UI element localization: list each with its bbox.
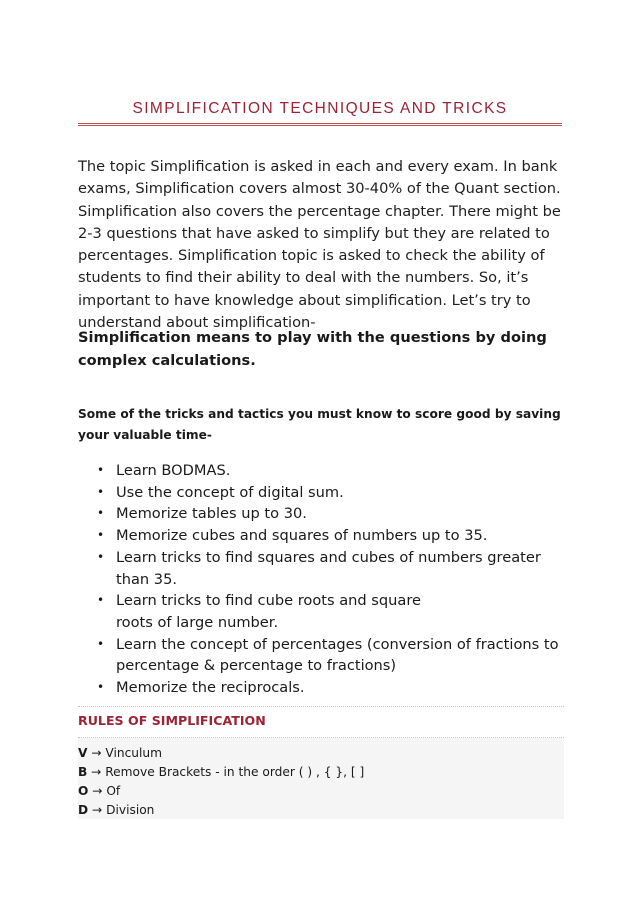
rule-letter: D (78, 803, 89, 817)
bullet-icon: • (97, 506, 105, 521)
list-item-text: Learn tricks to find squares and cubes of numbers greater than 35. (116, 548, 541, 588)
tricks-list (78, 460, 568, 699)
rule-text: Division (106, 803, 155, 817)
list-item-text: Memorize the reciprocals. (116, 679, 305, 697)
rules-section (78, 706, 564, 819)
rule-letter: O (78, 784, 89, 798)
rule-text: Vinculum (105, 746, 162, 760)
list-item-text: Memorize tables up to 30. (116, 505, 307, 523)
tricks-heading: Some of the tricks and tactics you must know to score good by saving your valuable time- (78, 407, 561, 442)
rule-row (78, 801, 154, 819)
bullet-icon: • (97, 593, 105, 608)
list-item-text: Learn the concept of percentages (conversion of fractions to percentage & percentage to fractions) (116, 635, 559, 675)
intro-bold-statement: Simplification means to play with the questions by doing complex calculations. (78, 329, 547, 369)
rule-row (78, 782, 120, 800)
arrow-icon: → (91, 765, 102, 779)
list-item (78, 634, 568, 677)
arrow-icon: → (92, 784, 103, 798)
bullet-icon: • (97, 636, 105, 651)
page-title: SIMPLIFICATION TECHNIQUES AND TRICKS (132, 100, 508, 117)
rules-heading: RULES OF SIMPLIFICATION (78, 713, 266, 728)
list-item (78, 482, 568, 504)
rules-body (78, 738, 564, 819)
list-item-text: Learn tricks to find cube roots and square roots of large number. (116, 592, 422, 631)
bullet-icon: • (97, 463, 105, 477)
rule-text: Of (106, 784, 121, 798)
list-item (78, 525, 568, 547)
list-item (78, 547, 568, 590)
bullet-icon: • (97, 528, 105, 543)
bullet-icon: • (97, 549, 105, 564)
list-item (78, 503, 568, 525)
list-item (78, 590, 568, 633)
title-underline (78, 123, 562, 126)
list-item-text: Memorize cubes and squares of numbers up to 35. (116, 527, 488, 545)
list-item (78, 460, 568, 482)
bullet-icon: • (97, 484, 105, 499)
list-item-text: Use the concept of digital sum. (116, 483, 344, 501)
list-item (78, 677, 568, 699)
bullet-icon: • (97, 680, 105, 695)
rule-row (78, 744, 162, 762)
arrow-icon: → (92, 803, 103, 817)
rule-text: Remove Brackets - in the order ( ) , { }, [ ] (105, 765, 365, 779)
arrow-icon: → (91, 746, 102, 760)
rule-letter: V (78, 746, 88, 760)
list-item-text: Learn BODMAS. (116, 462, 231, 479)
intro-paragraph: The topic Simplification is asked in each and every exam. In bank exams, Simplification covers almost 30-40% of the Quant section. Simplification also covers the percentage chapter. There might be 2-3 questions that have asked to simplify but they are related to percentages. Simplification topic is asked to check the ability of students to find their ability to deal with the numbers. So, it’s important to have knowledge about simplification. Let’s try to understand about simplification- (78, 158, 561, 332)
rule-row (78, 763, 364, 781)
rule-letter: B (78, 765, 88, 779)
